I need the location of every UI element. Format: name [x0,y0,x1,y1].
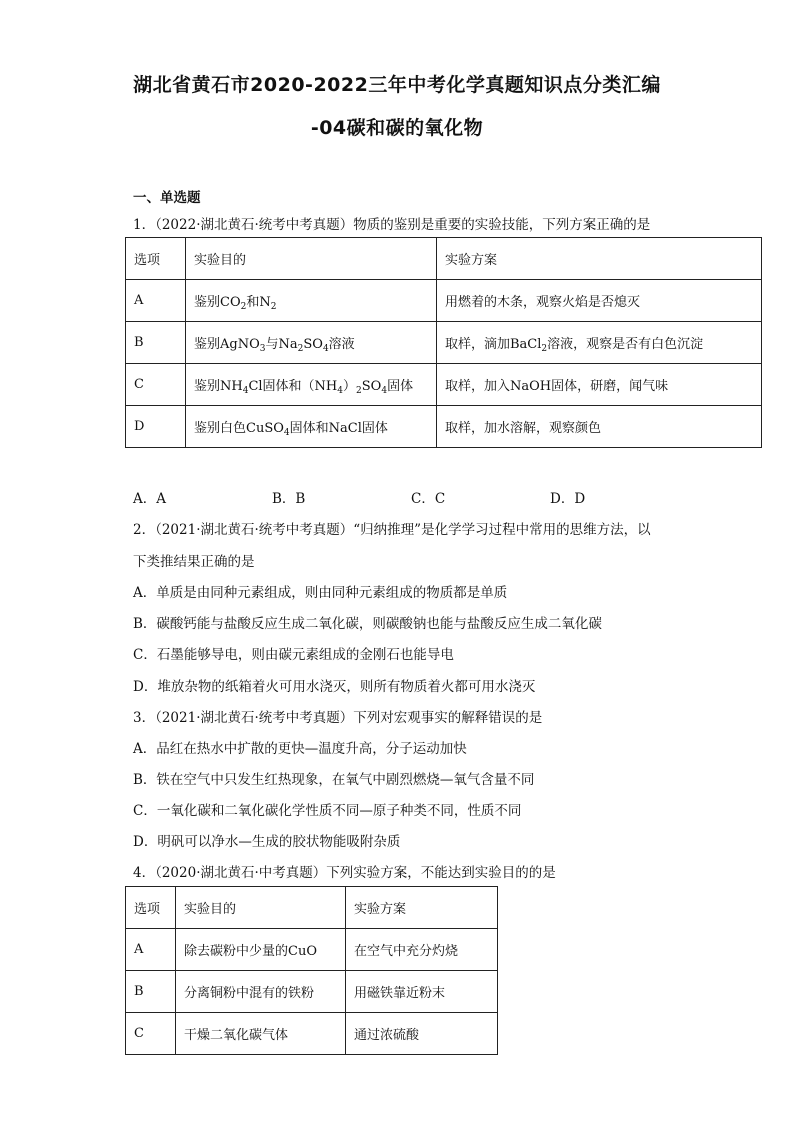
q2-option-c: C．石墨能够导电，则由碳元素组成的金刚石也能导电 [133,647,454,663]
row-goal: 除去碳粉中少量的CuO [176,929,346,971]
q3-option-a: A．品红在热水中扩散的更快—温度升高，分子运动加快 [133,741,467,757]
q1-table [125,237,762,448]
header-option: 选项 [126,887,176,929]
header-plan: 实验方案 [346,887,498,929]
q2-stem-line2: 下类推结果正确的是 [133,554,255,570]
header-option: 选项 [126,238,186,280]
q1-stem: 1．（2022·湖北黄石·统考中考真题）物质的鉴别是重要的实验技能，下列方案正确的是 [133,217,651,233]
table-row [126,322,762,364]
row-plan: 取样，滴加BaCl$_2$溶液，观察是否有白色沉淀 [437,322,762,364]
row-goal: 分离铜粉中混有的铁粉 [176,971,346,1013]
row-option: C [126,364,186,406]
row-option: B [126,322,186,364]
row-goal: 干燥二氧化碳气体 [176,1013,346,1055]
q2-stem-line1: 2．（2021·湖北黄石·统考中考真题）“归纳推理”是化学学习过程中常用的思维方法，以 [133,522,651,538]
row-option: A [126,280,186,322]
table-row [126,364,762,406]
row-plan: 通过浓硫酸 [346,1013,498,1055]
q2-option-b: B．碳酸钙能与盐酸反应生成二氧化碳，则碳酸钠也能与盐酸反应生成二氧化碳 [133,616,602,632]
table-header-row [126,238,762,280]
table-row [126,280,762,322]
row-plan: 用磁铁靠近粉末 [346,971,498,1013]
q3-option-b: B．铁在空气中只发生红热现象，在氧气中剧烈燃烧—氧气含量不同 [133,772,535,788]
table-header-row [126,887,498,929]
row-plan: 在空气中充分灼烧 [346,929,498,971]
row-goal: 鉴别白色CuSO$_4$固体和NaCl固体 [186,406,437,448]
row-goal: 鉴别AgNO$_3$与$Na_2SO_4$溶液 [186,322,437,364]
header-goal: 实验目的 [186,238,437,280]
row-plan: 取样，加入NaOH固体，研磨，闻气味 [437,364,762,406]
q4-table [125,886,498,1055]
row-option: D [126,406,186,448]
q3-option-d: D．明矾可以净水—生成的胶状物能吸附杂质 [133,834,401,850]
table-row [126,929,498,971]
document-title-line1: 湖北省黄石市2020-2022三年中考化学真题知识点分类汇编 [133,74,661,96]
choice-c: C．C [411,491,446,507]
choice-d: D．D [550,491,586,507]
table-row [126,1013,498,1055]
header-plan: 实验方案 [437,238,762,280]
q2-option-a: A．单质是由同种元素组成，则由同种元素组成的物质都是单质 [133,585,508,601]
row-option: B [126,971,176,1013]
choice-b: B．B [272,491,306,507]
row-option: A [126,929,176,971]
q3-stem: 3．（2021·湖北黄石·统考中考真题）下列对宏观事实的解释错误的是 [133,710,543,726]
section-heading: 一、单选题 [133,190,201,206]
q2-option-d: D．堆放杂物的纸箱着火可用水浇灭，则所有物质着火都可用水浇灭 [133,679,536,695]
table-row [126,971,498,1013]
header-goal: 实验目的 [176,887,346,929]
choice-a: A．A [133,491,166,507]
q4-stem: 4．（2020·湖北黄石·中考真题）下列实验方案，不能达到实验目的的是 [133,865,556,881]
q1-choices [133,487,693,507]
q3-option-c: C．一氧化碳和二氧化碳化学性质不同—原子种类不同，性质不同 [133,803,522,819]
row-goal: 鉴别$NH_4Cl$固体和$(NH_4)_2SO_4$固体 [186,364,437,406]
table-row [126,406,762,448]
row-option: C [126,1013,176,1055]
row-plan: 用燃着的木条，观察火焰是否熄灭 [437,280,762,322]
row-plan: 取样，加水溶解，观察颜色 [437,406,762,448]
document-title-line2: -04碳和碳的氧化物 [310,117,484,139]
row-goal: 鉴别$CO_2$和$N_2$ [186,280,437,322]
